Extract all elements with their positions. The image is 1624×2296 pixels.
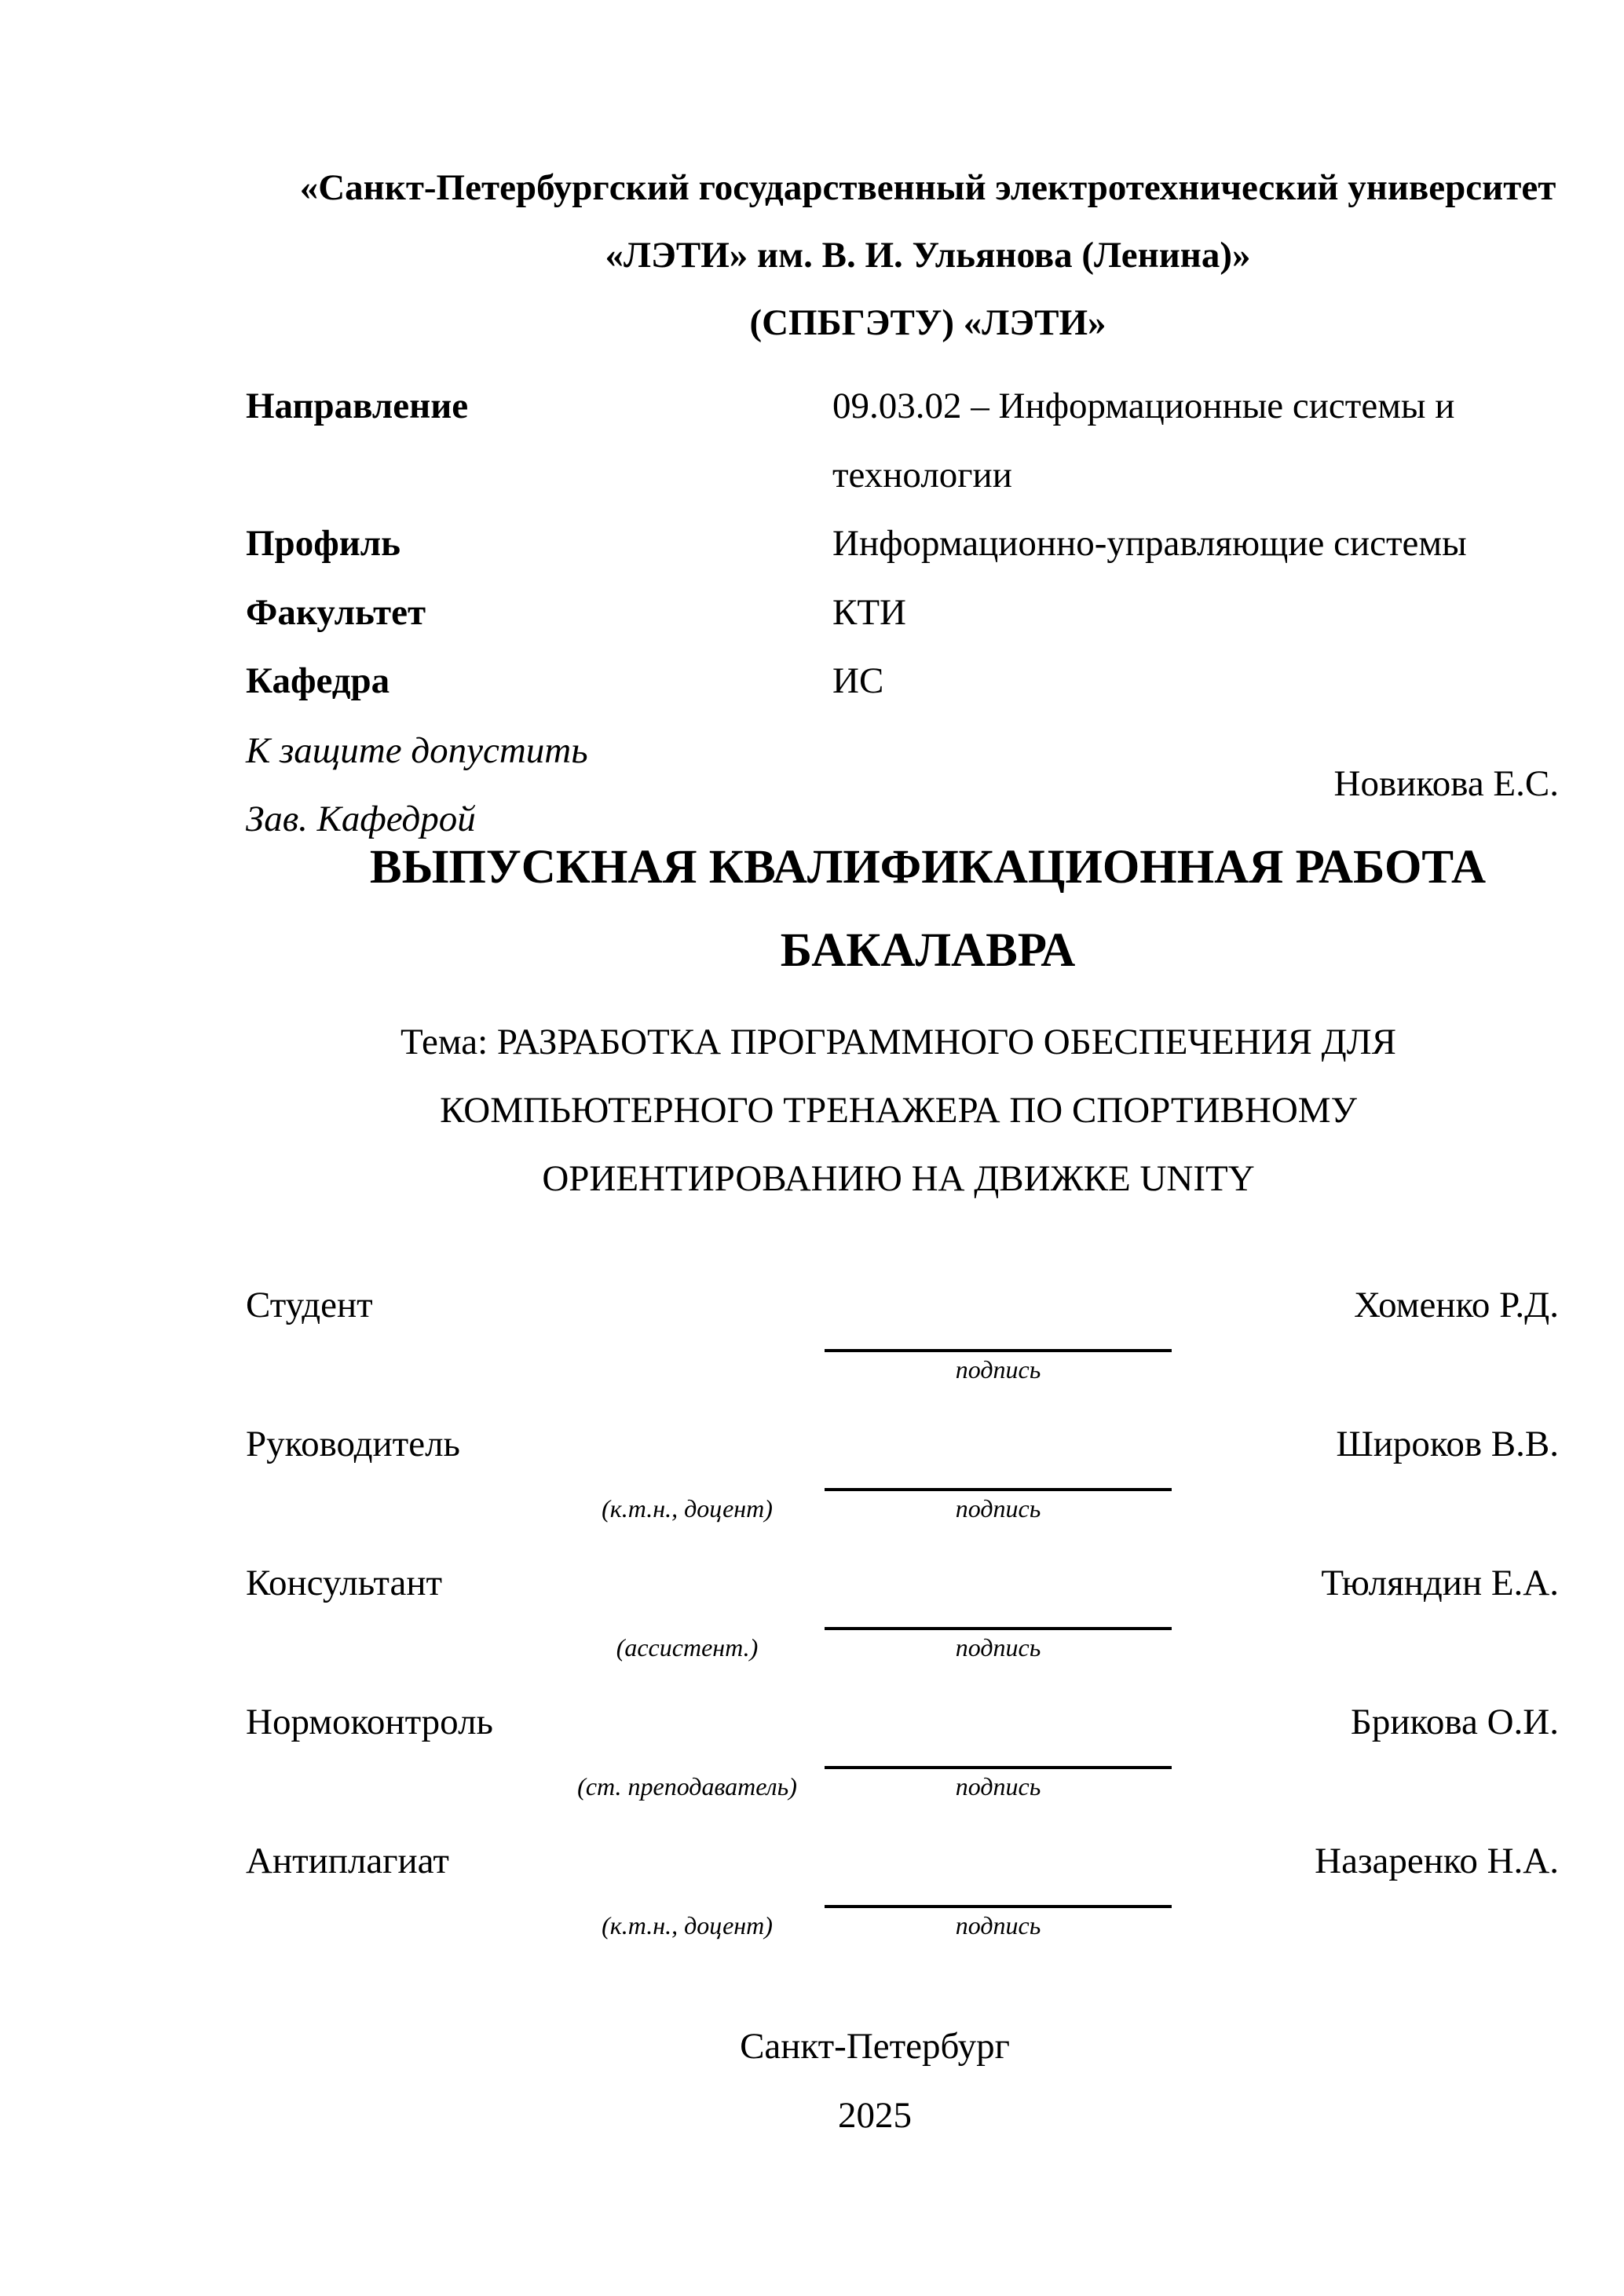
theme-line-3: ОРИЕНТИРОВАНИЮ НА ДВИЖКЕ UNITY: [542, 1158, 1255, 1199]
admit-to-defense-label: К защите допустить: [246, 730, 588, 771]
direction-label: Направление: [246, 386, 469, 426]
student-role-label: Студент: [246, 1285, 373, 1325]
student-signature-line: [825, 1349, 1172, 1352]
supervisor-signature-line: [825, 1488, 1172, 1491]
direction-value: [832, 372, 1454, 510]
info-row-department: [246, 647, 1578, 716]
university-name-line-2: «ЛЭТИ» им. В. И. Ульянова (Ленина)»: [605, 235, 1251, 276]
student-signature-caption: подпись: [955, 1355, 1041, 1384]
university-name-line-1: «Санкт-Петербургский государственный электротехнический университет: [299, 167, 1556, 208]
consultant-role-label: Консультант: [246, 1563, 443, 1603]
university-abbreviation: (СПБГЭТУ) «ЛЭТИ»: [749, 302, 1106, 343]
supervisor-signature-caption: подпись: [955, 1494, 1041, 1523]
norm-control-qualification: (ст. преподаватель): [577, 1772, 797, 1801]
signature-row-consultant: [236, 1559, 1559, 1698]
profile-value: Информационно-управляющие системы: [832, 523, 1467, 564]
consultant-name: Тюляндин Е.А.: [1321, 1563, 1559, 1603]
profile-label: Профиль: [246, 523, 401, 564]
signature-row-antiplagiarism: [236, 1837, 1559, 1976]
signature-row-supervisor: [236, 1420, 1559, 1559]
signature-block: [236, 1281, 1559, 1976]
supervisor-name: Широков В.В.: [1336, 1424, 1559, 1464]
footer: [126, 2012, 1624, 2150]
theme-line-1: Тема: РАЗРАБОТКА ПРОГРАММНОГО ОБЕСПЕЧЕНИЯ ДЛЯ: [401, 1022, 1396, 1062]
work-title-line-1: ВЫПУСКНАЯ КВАЛИФИКАЦИОННАЯ РАБОТА: [369, 841, 1487, 894]
info-row-direction: [246, 372, 1578, 510]
city-label: Санкт-Петербург: [740, 2026, 1010, 2067]
supervisor-role-label: Руководитель: [246, 1424, 460, 1464]
student-name: Хоменко Р.Д.: [1354, 1285, 1559, 1325]
direction-value-line-1: 09.03.02 – Информационные системы и: [832, 386, 1455, 426]
theme-line-2: КОМПЬЮТЕРНОГО ТРЕНАЖЕРА ПО СПОРТИВНОМУ: [440, 1090, 1357, 1131]
department-head-name: Новикова Е.С.: [1333, 763, 1559, 804]
antiplagiarism-qualification: (к.т.н., доцент): [602, 1911, 773, 1940]
work-title: [232, 826, 1624, 993]
department-value: ИС: [832, 660, 884, 701]
signature-row-student: [236, 1281, 1559, 1420]
norm-control-name: Брикова О.И.: [1350, 1702, 1559, 1742]
consultant-signature-line: [825, 1627, 1172, 1630]
faculty-value: КТИ: [832, 591, 906, 633]
university-header: [232, 154, 1624, 356]
norm-control-signature-line: [825, 1766, 1172, 1769]
consultant-qualification: (ассистент.): [616, 1633, 759, 1662]
program-info: [246, 372, 1578, 716]
work-title-line-2: БАКАЛАВРА: [780, 924, 1076, 977]
norm-control-role-label: Нормоконтроль: [246, 1702, 493, 1742]
thesis-theme: [196, 1008, 1600, 1213]
department-label: Кафедра: [246, 660, 390, 701]
year-label: 2025: [838, 2095, 912, 2136]
antiplagiarism-name: Назаренко Н.А.: [1315, 1841, 1559, 1881]
antiplagiarism-signature-line: [825, 1905, 1172, 1908]
info-row-faculty: [246, 579, 1578, 648]
signature-row-norm-control: [236, 1698, 1559, 1837]
antiplagiarism-signature-caption: подпись: [955, 1911, 1041, 1940]
department-head-label: Зав. Кафедрой: [246, 799, 476, 839]
faculty-label: Факультет: [246, 591, 426, 633]
info-row-profile: [246, 510, 1578, 579]
norm-control-signature-caption: подпись: [955, 1772, 1041, 1801]
antiplagiarism-role-label: Антиплагиат: [246, 1841, 449, 1881]
supervisor-qualification: (к.т.н., доцент): [602, 1494, 773, 1523]
consultant-signature-caption: подпись: [955, 1633, 1041, 1662]
direction-value-line-2: технологии: [832, 454, 1012, 495]
